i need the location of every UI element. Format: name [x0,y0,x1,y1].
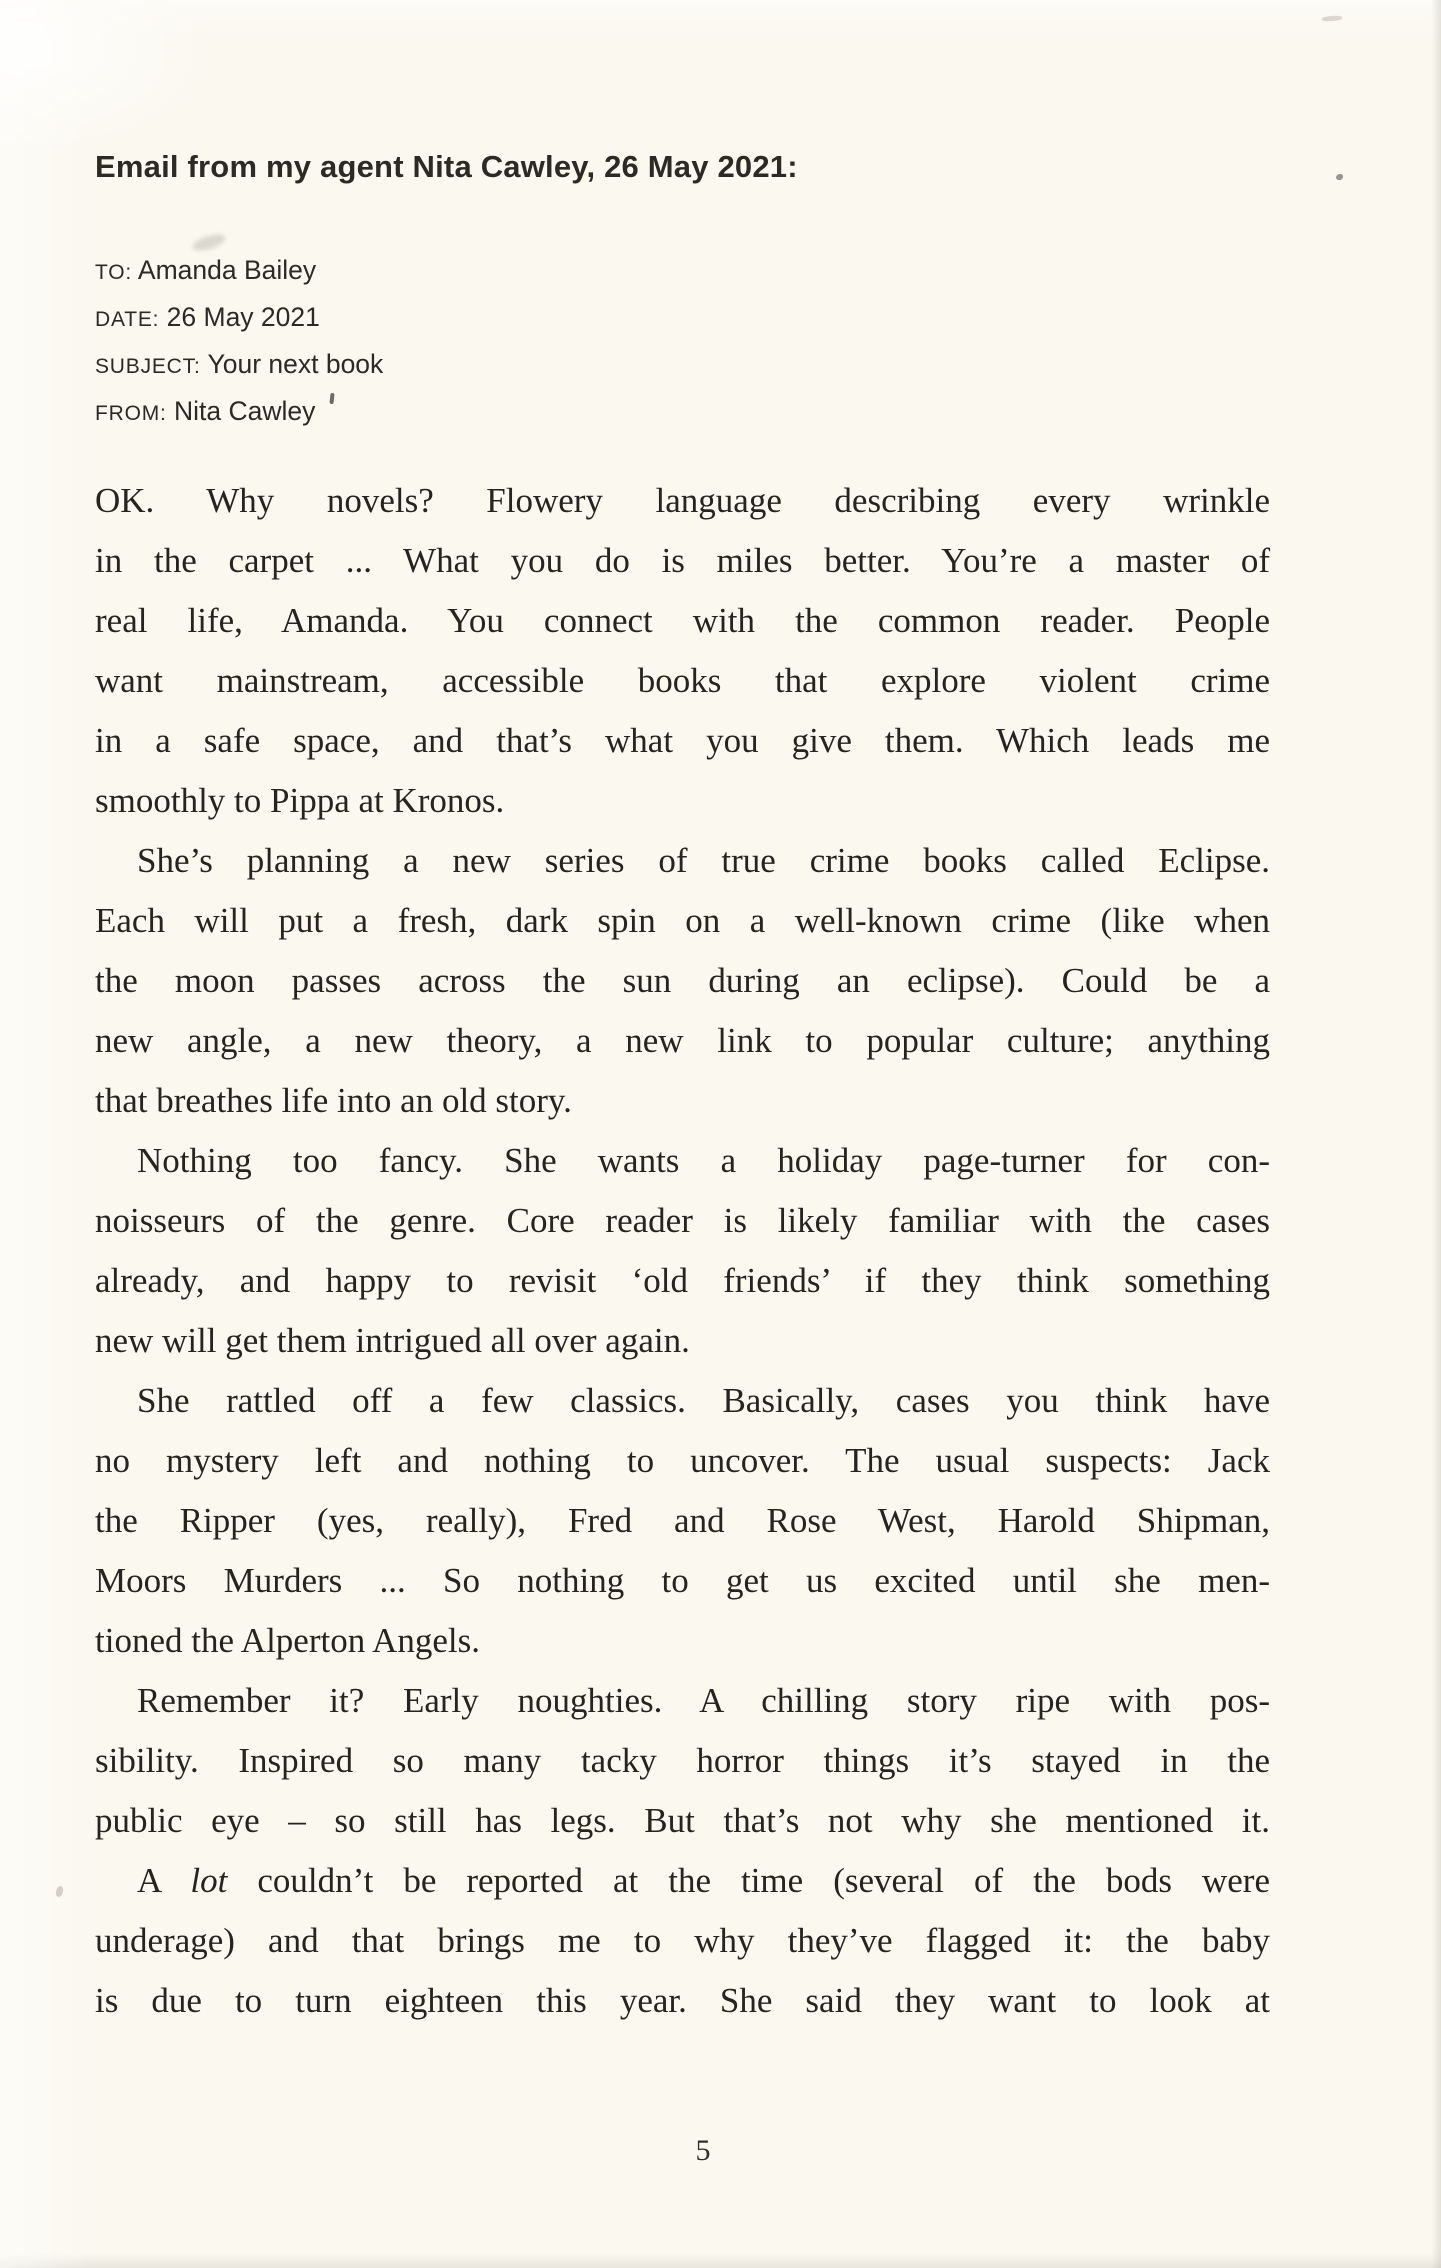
meta-value: Nita Cawley [166,396,316,426]
body-line: in the carpet ... What you do is miles better. You’re a master of [95,541,1270,580]
email-meta [95,247,383,435]
body-line: new will get them intrigued all over again. [95,1321,690,1360]
body-line: noisseurs of the genre. Core reader is likely familiar with the cases [95,1201,1270,1240]
body-line: smoothly to Pippa at Kronos. [95,781,505,820]
body-line: underage) and that brings me to why they’ve flagged it: the baby [95,1921,1270,1960]
scan-speck [1336,174,1343,180]
body-line: Each will put a fresh, dark spin on a well-known crime (like when [95,901,1270,940]
meta-value: 26 May 2021 [159,302,320,332]
body-line: She’s planning a new series of true crime books called Eclipse. [137,841,1270,880]
meta-value: Amanda Bailey [132,255,317,285]
meta-field [95,388,383,435]
body-line: is due to turn eighteen this year. She said they want to look at [95,1981,1270,2020]
body-line: A lot couldn’t be reported at the time (several of the bods were [137,1861,1270,1900]
meta-value: Your next book [200,349,384,379]
meta-label: TO: [95,261,133,284]
page-number: 5 [695,2134,711,2167]
body-line: new angle, a new theory, a new link to popular culture; anything [95,1021,1270,1060]
body-line: She rattled off a few classics. Basically, cases you think have [137,1381,1270,1420]
body-line: that breathes life into an old story. [95,1081,572,1120]
body-line: already, and happy to revisit ‘old friends’ if they think something [95,1261,1270,1300]
body-line: public eye – so still has legs. But that’s not why she mentioned it. [95,1801,1270,1840]
body-line: Moors Murders ... So nothing to get us excited until she men- [95,1561,1270,1600]
body-line: in a safe space, and that’s what you give them. Which leads me [95,721,1270,760]
body-line: real life, Amanda. You connect with the common reader. People [95,601,1270,640]
email-body [95,471,1270,2031]
body-line: want mainstream, accessible books that explore violent crime [95,661,1270,700]
scan-speck [55,1885,65,1897]
body-line: OK. Why novels? Flowery language describing every wrinkle [95,481,1270,520]
meta-field [95,247,383,294]
body-line: Nothing too fancy. She wants a holiday page-turner for con- [137,1141,1270,1180]
body-line: the Ripper (yes, really), Fred and Rose West, Harold Shipman, [95,1501,1270,1540]
italic-text: lot [190,1861,228,1900]
meta-field [95,341,383,388]
body-line: the moon passes across the sun during an eclipse). Could be a [95,961,1270,1000]
meta-field [95,294,383,341]
body-line: sibility. Inspired so many tacky horror things it’s stayed in the [95,1741,1270,1780]
body-line: Remember it? Early noughties. A chilling story ripe with pos- [137,1681,1270,1720]
meta-label: FROM: [95,402,167,425]
scan-speck [1322,15,1342,21]
body-line: no mystery left and nothing to uncover. The usual suspects: Jack [95,1441,1270,1480]
page-title: Email from my agent Nita Cawley, 26 May 2021: [95,149,798,184]
meta-label: DATE: [95,308,160,331]
body-line: tioned the Alperton Angels. [95,1621,480,1660]
meta-label: SUBJECT: [95,355,201,378]
